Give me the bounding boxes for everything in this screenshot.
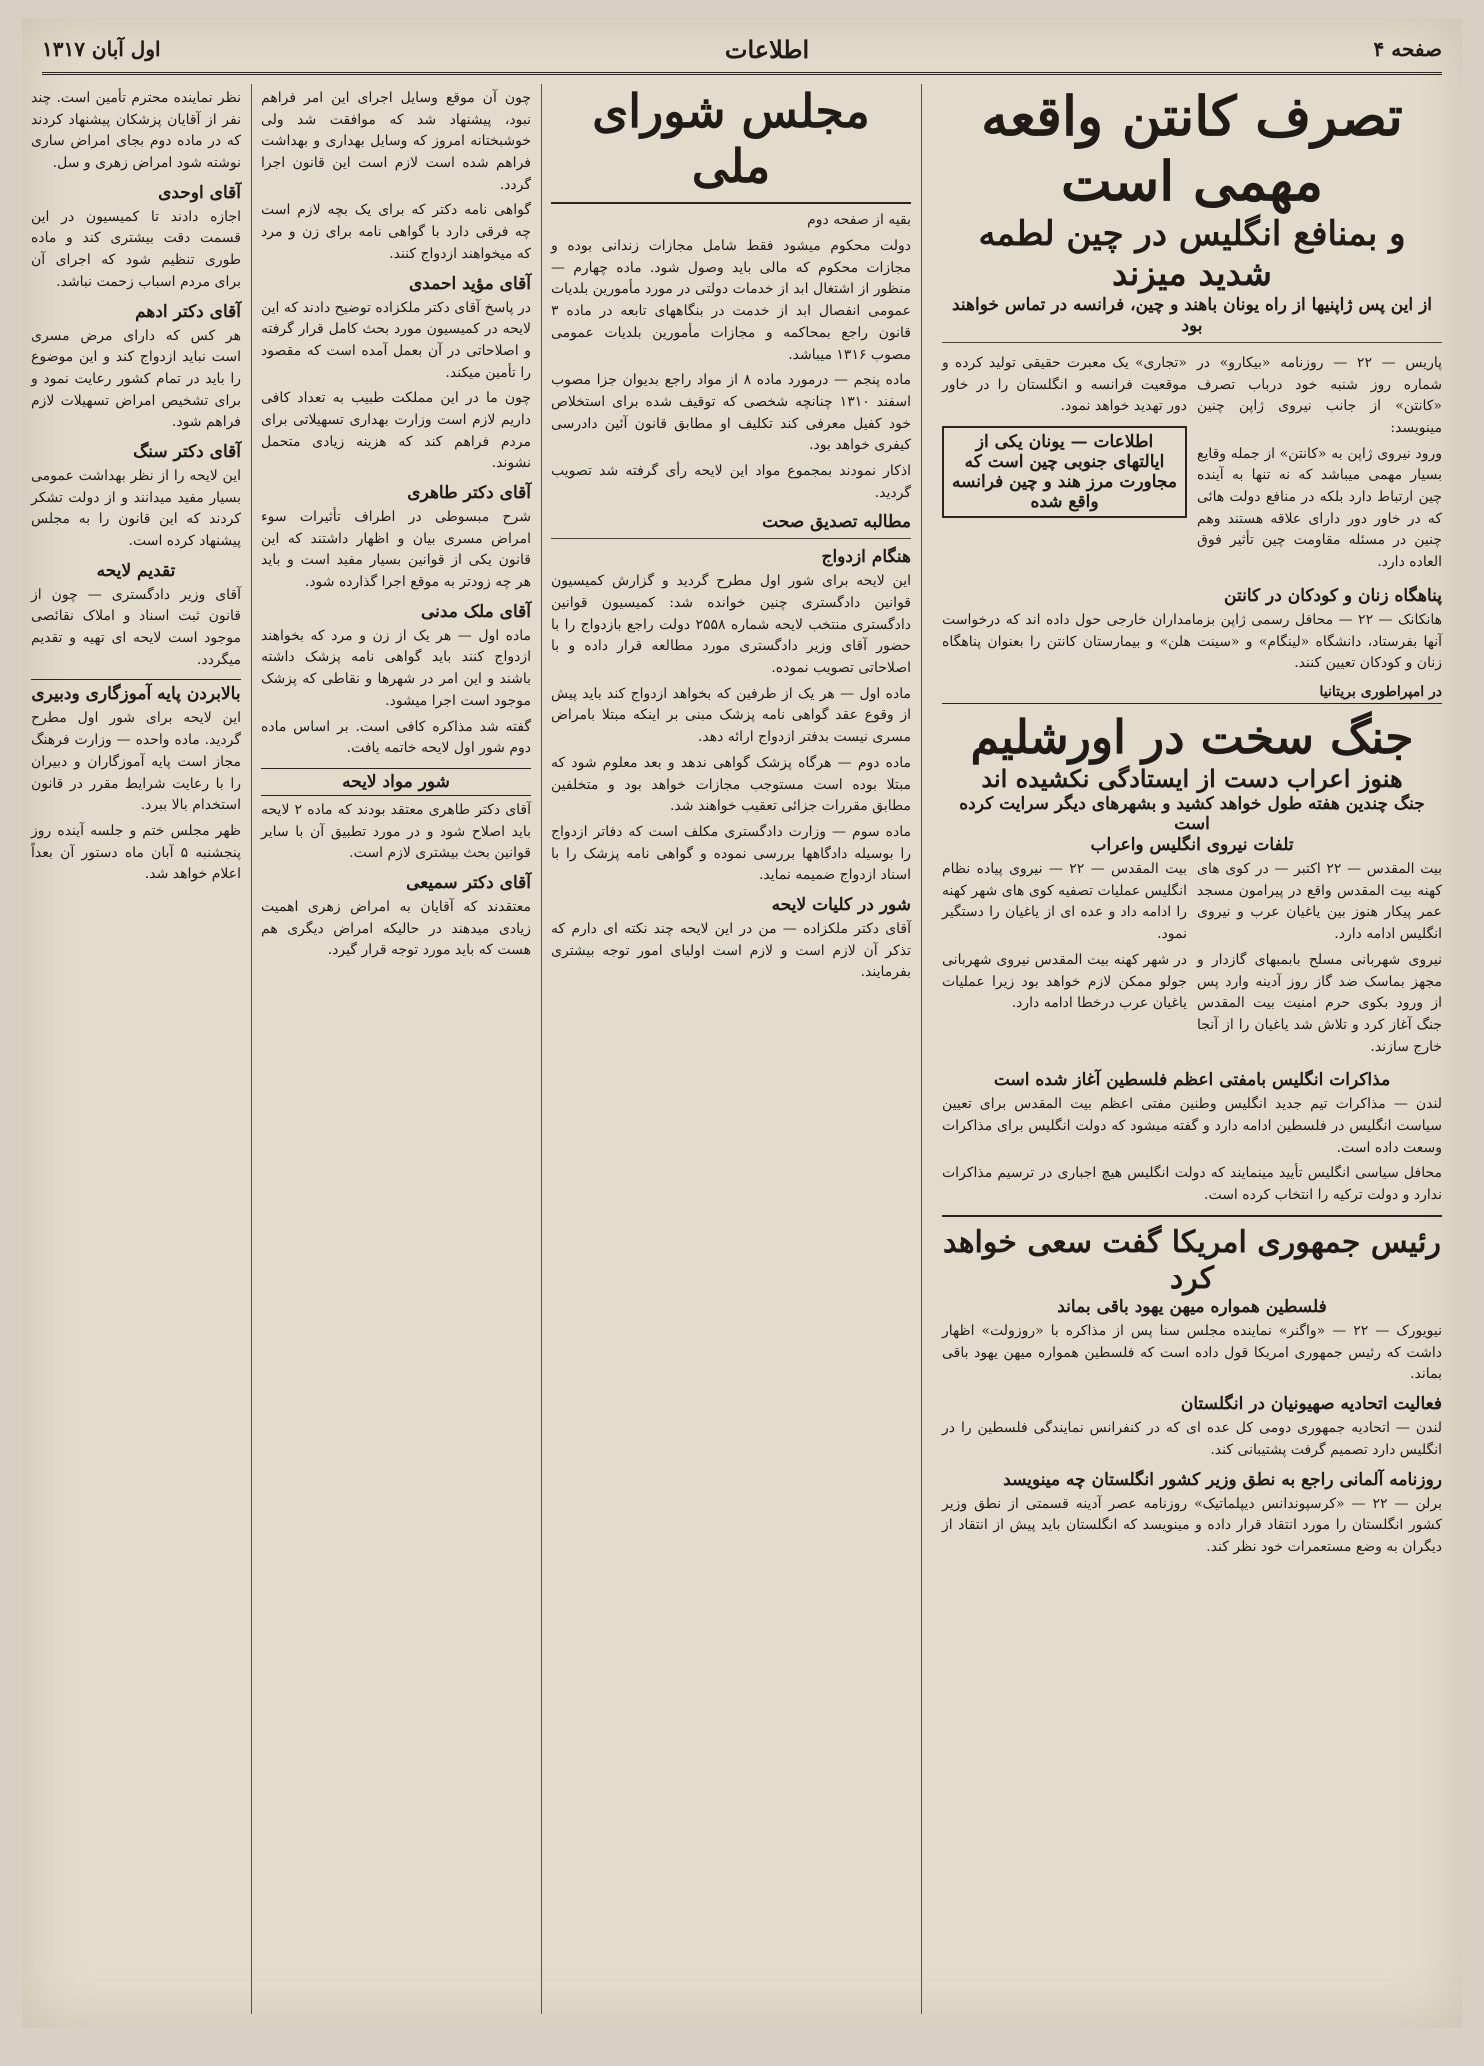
paragraph: این لایحه برای شور اول مطرح گردید و گزارش کمیسیون قوانین دادگستری چنین خوانده شد: کمیسیون قوانین دادگستری منتخب لایحه شماره ۲۵۵۸ دولت راجع بازدواج را با حضور آقای وزیر دادگستری مورد مطالعه قرار داده و با اصلاحاتی تصویب نموده. — [551, 573, 912, 677]
headline-jerusalem: جنگ سخت در اورشلیم — [970, 709, 1414, 764]
deck-jerusalem-casualties: تلفات نیروی انگلیس واعراب — [1090, 834, 1294, 855]
subheading-german-paper: روزنامه آلمانی راجع به نطق وزیر کشور انگلستان چه مینویسد — [1003, 1469, 1442, 1490]
speaker-name: آقای مؤید احمدی — [408, 273, 531, 294]
subhead-jerusalem: هنوز اعراب دست از ایستادگی نکشیده اند — [981, 764, 1403, 794]
paragraph: نیروی شهربانی مسلح بابمبهای گازدار و مجهز بماسک ضد گاز روز آدینه وارد پس از ورود بکوی حرم امنیت بیت المقدس جنگ آغاز کرد و تلاش شد یاغیان را از آنجا خارج سازند. — [1197, 951, 1442, 1055]
paragraph: اجازه دادند تا کمیسیون در این قسمت دقت بیشتری کند و ماده طوری تنظیم شود که اجرای آن برای مردم اسباب زحمت نباشد. — [31, 208, 241, 290]
subheading-bill-submission: تقدیم لایحه — [96, 560, 176, 581]
column-world-news — [942, 84, 1442, 2014]
divider — [551, 538, 911, 539]
paragraph: نظر نماینده محترم تأمین است. چند نفر از آقایان پزشکان پیشنهاد کردند که در ماده دوم بجای امراض ساری نوشته شود امراض زهری و سل. — [31, 90, 241, 172]
subheading-refuge: پناهگاه زنان و کودکان در کانتن — [1224, 585, 1442, 606]
masthead — [42, 26, 1442, 75]
paragraph: ماده پنجم — درمورد ماده ۸ از مواد راجع بدیوان جزا مصوب اسفند ۱۳۱۰ چنانچه شخصی که توقیف شده برای استخلاص خود کفیل معرفی کند تکلیف او مطابق قانون آئین دادرسی کیفری خواهد بود. — [551, 372, 911, 454]
paragraph: پاریس — ۲۲ — روزنامه «بیکارو» در شماره روز شنبه خود درباب تصرف «کانتن» از جانب نیروی ژاپن چنین مینویسد: — [1197, 354, 1442, 437]
headline-majlis: مجلس شورای ملی — [551, 84, 911, 204]
column-debate — [261, 84, 542, 2014]
jerusalem-body — [942, 855, 1442, 1062]
divider — [942, 342, 1442, 343]
subheading-marriage: هنگام ازدواج — [821, 547, 911, 568]
column-continuation — [31, 84, 252, 2014]
paragraph: محافل سیاسی انگلیس تأیید مینمایند که دولت انگلیس هیچ اجباری در ترسیم مذاکرات ندارد و دولت ترکیه را انتخاب کرده است. — [942, 1165, 1442, 1203]
subheading-teachers: بالابردن پایه آموزگاری ودبیری — [31, 679, 241, 704]
subhead-us-president: فلسطین همواره میهن یهود باقی بماند — [1057, 1296, 1327, 1317]
paragraph: برلن — ۲۲ — «کرسپوندانس دیپلماتیک» روزنامه عصر آدینه قسمتی از نطق وزیر کشور انگلستان را مورد انتقاد قرار داده و مینویسد که انگلستان باید پیش از انتقاد از دیگران به وضع مستعمرات خود نظر کند. — [942, 1495, 1443, 1555]
paragraph: بیت المقدس — ۲۲ — نیروی پیاده نظام انگلیس عملیات تصفیه کوی های شهر کهنه را ادامه داد و عده ای از یاغیان را دستگیر نمود. — [942, 861, 1187, 943]
speaker-name: آقای دکتر سنگ — [133, 441, 241, 462]
subheading-verification: مطالبه تصدیق صحت — [762, 512, 911, 533]
paragraph: گفته شد مذاکره کافی است. بر اساس ماده دوم شور اول لایحه خاتمه یافت. — [261, 718, 531, 757]
column-majlis — [551, 84, 922, 2014]
paragraph: ماده اول — هر یک از زن و مرد که بخواهند ازدواج کنند باید گواهی نامه پزشک داشته باشند و این امر در شهرها و نقاطی که پزشک موجود است اجرا میشود. — [261, 627, 531, 709]
canton-body — [942, 349, 1442, 578]
paragraph: ماده اول — هر یک از طرفین که بخواهد ازدواج کند باید پیش از وقوع عقد گواهی نامه پزشک مبنی بر اینکه مبتلا بامراض مسری نیست بدفتر ازدواج ارائه دهد. — [551, 685, 911, 746]
paragraph: ظهر مجلس ختم و جلسه آینده روز پنجشنبه ۵ آبان ماه دستور آن بعداً اعلام خواهد شد. — [31, 822, 241, 883]
page-label: صفحه ۴ — [1373, 37, 1442, 61]
subheading-zionists: فعالیت اتحادیه صهیونیان در انگلستان — [1180, 1394, 1442, 1415]
paragraph: شرح مبسوطی در اطراف تأثیرات سوء امراض مسری بیان و اظهار داشتند که این قانون یکی از قوانین بسیار مفید است و باید هر چه زودتر به موقع اجرا گذارده شود. — [261, 509, 531, 591]
paragraph: معتقدند که آقایان به امراض زهری اهمیت زیادی میدهند در حالیکه امراض دیگری هم هست که باید مورد توجه قرار گیرد. — [261, 898, 531, 959]
paper-name: اطلاعات — [724, 34, 810, 64]
speaker-name: آقای اوحدی — [158, 182, 241, 203]
subheading-general-debate: شور در کلیات لایحه — [771, 894, 911, 915]
paragraph: آقای دکتر ملکزاده — من در این لایحه چند نکته ای دارم که تذکر آن لازم است و لازم است اولیای امور توجه بیشتری بفرمایند. — [551, 920, 911, 981]
headline-canton: تصرف کانتن واقعه مهمی است — [981, 84, 1403, 213]
paragraph: بیت المقدس — ۲۲ اکتبر — در کوی های کهنه بیت المقدس واقع در پیرامون مسجد عمر پیکار هنوز بین یاغیان عرب و نیروی انگلیس ادامه دارد. — [1197, 861, 1442, 943]
speaker-name: آقای دکتر ادهم — [135, 301, 241, 322]
paragraph: چون ما در این مملکت طبیب به تعداد کافی داریم لازم است وزارت بهداری تسهیلاتی برای مردم فراهم کند که هزینه زیادی متحمل نشوند. — [261, 390, 531, 472]
deck-jerusalem: جنگ چندین هفته طول خواهد کشید و بشهرهای دیگر سرایت کرده است — [959, 793, 1425, 835]
subheading-articles: شور مواد لایحه — [261, 768, 531, 796]
paragraph: این لایحه را از نظر بهداشت عمومی بسیار مفید میدانند و از دولت تشکر کردند که این قانون را به مجلس پیشنهاد کرده است. — [31, 467, 241, 549]
paragraph: گواهی نامه دکتر که برای یک بچه لازم است چه فرقی دارد با گواهی نامه برای زن و مرد که میخواهند ازدواج کنند. — [261, 202, 531, 262]
issue-date: اول آبان ۱۳۱۷ — [42, 37, 161, 61]
paragraph: آقای وزیر دادگستری — چون از قانون ثبت اسناد و املاک نقائصی موجود است لایحه ای تهیه و تقدیم میگردد. — [31, 586, 241, 668]
headline-us-president: رئیس جمهوری امریکا گفت سعی خواهد کرد — [942, 1224, 1442, 1296]
subhead-canton: و بمنافع انگلیس در چین لطمه شدید میزند — [978, 213, 1406, 295]
paragraph: نیویورک — ۲۲ — «واگنر» نماینده مجلس سنا پس از مذاکره با «روزولت» اظهار داشت که رئیس جمهوری امریکا قول داده است که فلسطین همواره میهن یهود باقی بماند. — [942, 1323, 1442, 1383]
paragraph: در پاسخ آقای دکتر ملکزاده توضیح دادند که این لایحه در کمیسیون مورد بحث کامل قرار گرفته و اصلاحاتی در آن بعمل آمده است که مقصود را تأمین میکند. — [261, 299, 531, 381]
paragraph: آقای دکتر طاهری معتقد بودند که ماده ۲ لایحه باید اصلاح شود و در مورد تطبیق آن با سایر قوانین بحث بیشتری لازم است. — [261, 801, 531, 862]
deck-canton: از این پس ژاپنیها از راه یونان باهند و چین، فرانسه در تماس خواهند بود — [951, 295, 1433, 336]
speaker-name: آقای ملک مدنی — [420, 601, 531, 622]
speaker-name: آقای دکتر سمیعی — [406, 872, 531, 893]
paragraph: ورود نیروی ژاپن به «کانتن» از جمله وقایع بسیار مهمی میباشد که نه تنها به آینده چین ارتباط دارد بلکه در منافع دولت هائی که در خاور دور دارای علاقه هستند وهم چنین در مسئله مقاومت چین تأثیر فوق العاده دارد. — [1197, 445, 1442, 571]
section-band: در امپراطوری بریتانیا — [942, 681, 1442, 704]
paragraph: لندن — مذاکرات تیم جدید انگلیس وطنین مفتی اعظم بیت المقدس برای تعیین سیاست انگلیس در فلسطین ادامه دارد و گفته میشود که دولت انگلیس برای مذاکرات وسعت داده است. — [942, 1096, 1442, 1156]
editor-note: اطلاعات — یونان یکی از ایالتهای جنوبی چین است که مجاورت مرز هند و چین فرانسه واقع شده — [942, 426, 1187, 518]
paragraph: «تجاری» یک معبرت حقیقی تولید کرده و موقعیت فرانسه و انگلستان را در خاور دور تهدید خواهد نمود. — [942, 354, 1187, 415]
newspaper-page — [22, 18, 1462, 2028]
paragraph: ماده دوم — هرگاه پزشک گواهی ندهد و بعد معلوم شود که مبتلا بوده است مستوجب مجازات خواهد بود و متخلفین مطابق مقررات جزائی تعقیب خواهند شد. — [551, 754, 911, 815]
paragraph: چون آن موقع وسایل اجرای این امر فراهم نبود، پیشنهاد شد که موافقت شد ولی خوشبختانه امروز که وسایل بهداری و بهداشت فراهم شده است لازم است این قانون اجرا گردد. — [261, 90, 531, 193]
divider — [942, 1215, 1442, 1217]
continuation-note: بقیه از صفحه دوم — [807, 212, 911, 229]
paragraph: این لایحه برای شور اول مطرح گردید. ماده واحده — وزارت فرهنگ مجاز است پایه آموزگاران و دبیران را با رعایت شرایط مقرر در قانون استخدام بالا ببرد. — [31, 710, 241, 814]
paragraph: هر کس که دارای مرض مسری است نباید ازدواج کند و این موضوع را باید در تمام کشور رعایت نمود و برای تشخیص امراض تسهیلات لازم فراهم شود. — [31, 327, 241, 431]
paragraph: ماده سوم — وزارت دادگستری مکلف است که دفاتر ازدواج را بوسیله دادگاهها بررسی نموده و گواهی نامه پزشک را با اسناد ازدواج ضمیمه نماید. — [551, 823, 911, 884]
speaker-name: آقای دکتر طاهری — [407, 483, 531, 503]
paragraph: هانکانک — ۲۲ — محافل رسمی ژاپن بزمامداران خارجی حول داده اند که درخواست آنها بفرستاد، دانشگاه «لینگام» و «سینت هلن» و بیمارستان کانتن را بعنوان پناهگاه زنان و کودکان تعیین کنند. — [942, 611, 1442, 672]
paragraph: لندن — اتحادیه جمهوری دومی کل عده ای که در کنفرانس نمایندگی فلسطین را در انگلیس دارد تصمیم گرفت پشتیبانی کند. — [942, 1420, 1442, 1458]
paragraph: اذکار نمودند بمجموع مواد این لایحه رأی گرفته شد تصویب گردید. — [551, 462, 911, 501]
paragraph: دولت محکوم میشود فقط شامل مجازات زندانی بوده و مجازات محکوم که مالی باید وصول شود. ماده چهارم — منظور از اشتغال ابد از خدمات دولتی در مورد مأمورین بلدیات عمومی انفصال ابد از خدمت در بنگاههای تابعه در ماده ۳ قانون راجع بمحاکمه و مجازات مأمورین بلدیات عمومی مصوب ۱۳۱۶ میباشد. — [551, 238, 911, 363]
subheading-mufti: مذاکرات انگلیس بامفتی اعظم فلسطین آغاز شده است — [993, 1070, 1391, 1091]
paragraph: در شهر کهنه بیت المقدس نیروی شهربانی جولو ممکن لازم خواهد بود زیرا عملیات یاغیان عرب درخطا ادامه دارد. — [942, 951, 1187, 1012]
